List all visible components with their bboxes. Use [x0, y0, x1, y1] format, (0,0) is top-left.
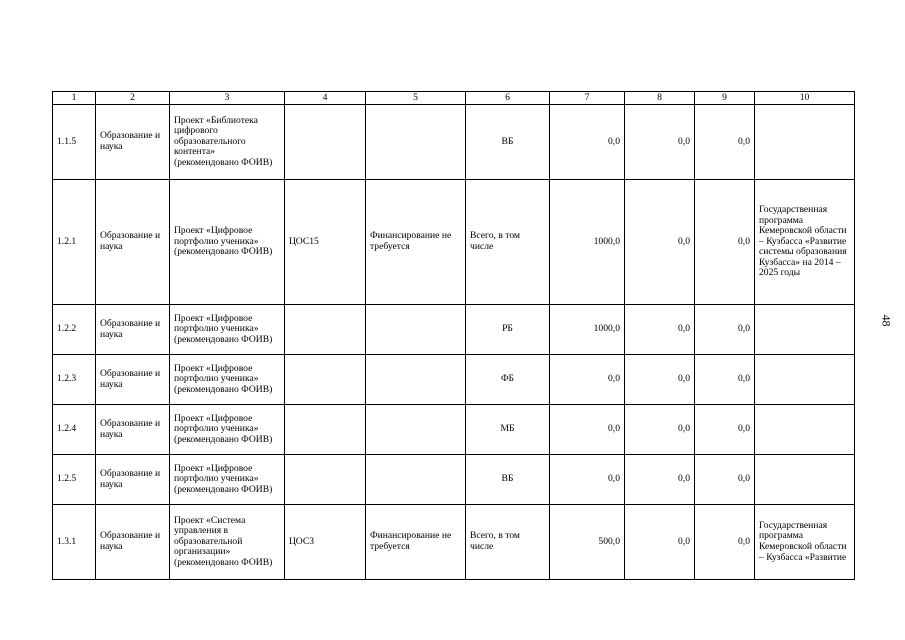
- cell-number: 1.2.2: [53, 305, 96, 355]
- cell-value-3: 0,0: [695, 405, 755, 455]
- cell-program: [755, 105, 855, 180]
- cell-source: ВБ: [466, 455, 550, 505]
- cell-sector: Образование и наука: [96, 180, 170, 305]
- cell-value-1: 0,0: [550, 405, 625, 455]
- cell-source: Всего, в том числе: [466, 180, 550, 305]
- table-row: [53, 405, 855, 455]
- cell-value-2: 0,0: [625, 455, 695, 505]
- column-header: 7: [550, 92, 625, 105]
- column-header: 5: [366, 92, 466, 105]
- cell-number: 1.2.3: [53, 355, 96, 405]
- column-header: 9: [695, 92, 755, 105]
- cell-program: Государственная программа Кемеровской области – Кузбасса «Развитие системы образования Кузбасса» на 2014 – 2025 годы: [755, 180, 855, 305]
- cell-number: 1.2.4: [53, 405, 96, 455]
- column-header: 2: [96, 92, 170, 105]
- cell-code: [285, 455, 366, 505]
- cell-project: Проект «Цифровое портфолио ученика» (рекомендовано ФОИВ): [170, 405, 285, 455]
- cell-value-1: 0,0: [550, 455, 625, 505]
- cell-source: РБ: [466, 305, 550, 355]
- cell-value-3: 0,0: [695, 505, 755, 580]
- cell-code: [285, 405, 366, 455]
- cell-sector: Образование и наука: [96, 505, 170, 580]
- cell-program: [755, 305, 855, 355]
- cell-code: ЦОС3: [285, 505, 366, 580]
- column-header: 3: [170, 92, 285, 105]
- cell-number: 1.2.1: [53, 180, 96, 305]
- header-row: [53, 92, 855, 105]
- cell-financing: [366, 455, 466, 505]
- table-row: [53, 355, 855, 405]
- cell-value-2: 0,0: [625, 355, 695, 405]
- cell-project: Проект «Цифровое портфолио ученика» (рекомендовано ФОИВ): [170, 455, 285, 505]
- cell-value-1: 0,0: [550, 355, 625, 405]
- cell-code: [285, 305, 366, 355]
- table-row: [53, 105, 855, 180]
- cell-value-1: 1000,0: [550, 305, 625, 355]
- cell-value-2: 0,0: [625, 180, 695, 305]
- cell-value-2: 0,0: [625, 405, 695, 455]
- budget-table: [52, 91, 855, 580]
- cell-project: Проект «Цифровое портфолио ученика» (рекомендовано ФОИВ): [170, 305, 285, 355]
- cell-sector: Образование и наука: [96, 105, 170, 180]
- cell-code: ЦОС15: [285, 180, 366, 305]
- table-row: [53, 455, 855, 505]
- cell-financing: Финансирование не требуется: [366, 505, 466, 580]
- cell-value-1: 500,0: [550, 505, 625, 580]
- cell-project: Проект «Система управления в образовательной организации» (рекомендовано ФОИВ): [170, 505, 285, 580]
- cell-value-3: 0,0: [695, 105, 755, 180]
- cell-program: [755, 355, 855, 405]
- cell-value-1: 1000,0: [550, 180, 625, 305]
- cell-financing: [366, 355, 466, 405]
- cell-sector: Образование и наука: [96, 355, 170, 405]
- cell-number: 1.1.5: [53, 105, 96, 180]
- cell-value-2: 0,0: [625, 105, 695, 180]
- column-header: 1: [53, 92, 96, 105]
- cell-project: Проект «Цифровое портфолио ученика» (рекомендовано ФОИВ): [170, 180, 285, 305]
- cell-value-3: 0,0: [695, 305, 755, 355]
- cell-financing: [366, 305, 466, 355]
- cell-financing: [366, 405, 466, 455]
- cell-financing: [366, 105, 466, 180]
- cell-program: [755, 405, 855, 455]
- cell-value-3: 0,0: [695, 455, 755, 505]
- cell-source: Всего, в том числе: [466, 505, 550, 580]
- table-row: [53, 180, 855, 305]
- cell-value-3: 0,0: [695, 180, 755, 305]
- cell-project: Проект «Цифровое портфолио ученика» (рекомендовано ФОИВ): [170, 355, 285, 405]
- column-header: 10: [755, 92, 855, 105]
- cell-number: 1.2.5: [53, 455, 96, 505]
- page-number: 48: [879, 314, 894, 327]
- column-header: 4: [285, 92, 366, 105]
- cell-sector: Образование и наука: [96, 305, 170, 355]
- column-header: 8: [625, 92, 695, 105]
- cell-source: ВБ: [466, 105, 550, 180]
- cell-financing: Финансирование не требуется: [366, 180, 466, 305]
- cell-program: Государственная программа Кемеровской области – Кузбасса «Развитие: [755, 505, 855, 580]
- cell-value-2: 0,0: [625, 305, 695, 355]
- column-header: 6: [466, 92, 550, 105]
- cell-project: Проект «Библиотека цифрового образовательного контента» (рекомендовано ФОИВ): [170, 105, 285, 180]
- cell-number: 1.3.1: [53, 505, 96, 580]
- cell-code: [285, 355, 366, 405]
- cell-source: МБ: [466, 405, 550, 455]
- table-row: [53, 505, 855, 580]
- table-row: [53, 305, 855, 355]
- cell-source: ФБ: [466, 355, 550, 405]
- cell-value-2: 0,0: [625, 505, 695, 580]
- cell-sector: Образование и наука: [96, 455, 170, 505]
- cell-code: [285, 105, 366, 180]
- cell-value-1: 0,0: [550, 105, 625, 180]
- cell-value-3: 0,0: [695, 355, 755, 405]
- cell-sector: Образование и наука: [96, 405, 170, 455]
- cell-program: [755, 455, 855, 505]
